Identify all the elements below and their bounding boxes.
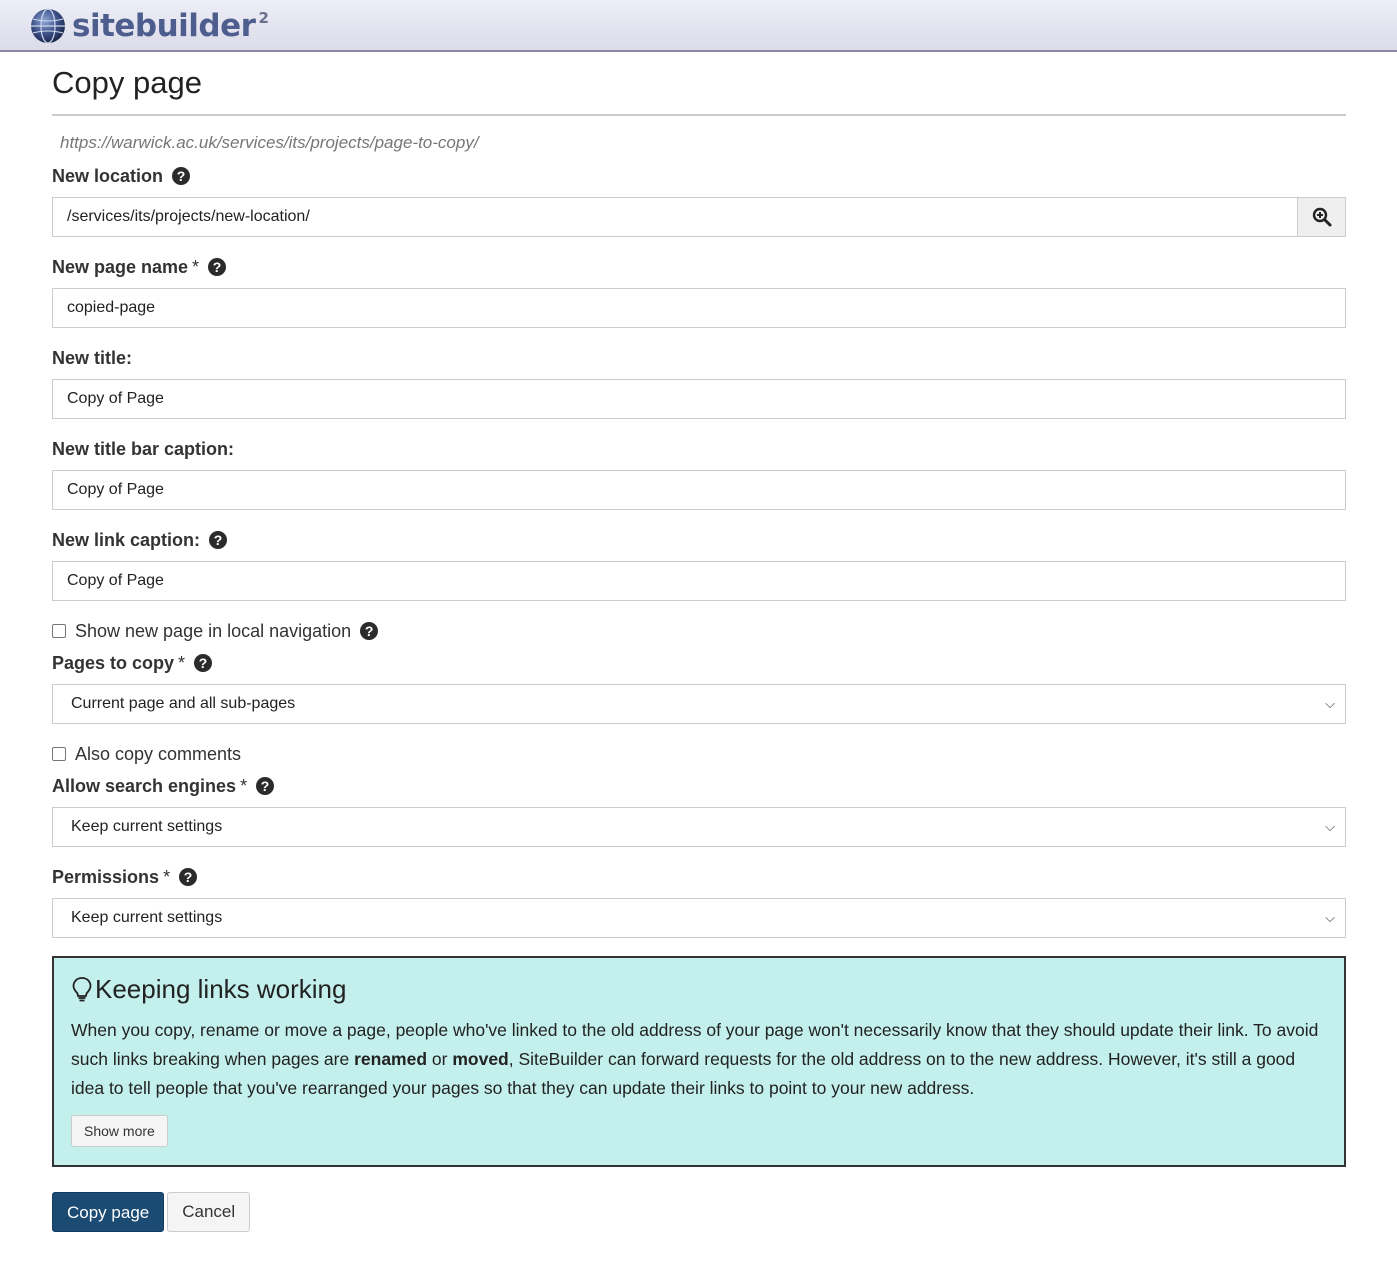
local-navigation-option [52,619,1346,643]
page-title: Copy page [52,54,1346,116]
permissions-select[interactable] [52,898,1346,938]
info-text: When you copy, rename or move a page, people who've linked to the old address of your page won't necessarily know that they should update their link. To avoid such links breaking when pages are renamed or moved, SiteBuilder can forward requests for the old address on to the new address. However, it's still a good idea to tell people that you've rearranged your pages so that they can update their links to point to your new address. [71,1020,1319,1098]
show-more-button[interactable]: Show more [71,1115,168,1147]
search-engines-label-text: Allow search engines [52,776,237,796]
pages-to-copy-help-icon[interactable]: ? [194,654,212,672]
info-title-text: Keeping links working [95,974,347,1004]
brand-version: 2 [258,9,269,27]
required-marker: * [163,867,171,887]
renamed-emphasis: renamed [354,1049,428,1069]
source-url: https://warwick.ac.uk/services/its/projects/page-to-copy/ [60,133,479,152]
permissions-value: Keep current settings [71,909,223,926]
copy-page-form [52,54,1346,1232]
local-navigation-checkbox[interactable] [52,624,66,638]
search-engines-help-icon[interactable]: ? [256,777,274,795]
search-engines-select[interactable] [52,807,1346,847]
pages-to-copy-label [52,651,1346,675]
zoom-in-icon [1312,207,1332,227]
new-page-name-label [52,255,1346,279]
local-navigation-help-icon[interactable]: ? [360,622,378,640]
new-link-caption-label [52,528,1346,552]
required-marker: * [178,653,186,673]
copy-comments-option [52,742,1346,766]
new-location-input[interactable]: /services/its/projects/new-location/ [52,197,1297,237]
required-marker: * [240,776,248,796]
brand-name: sitebuilder [72,8,256,44]
pages-to-copy-select[interactable] [52,684,1346,724]
new-title-bar-caption-label-text: New title bar caption: [52,439,235,459]
new-page-name-help-icon[interactable]: ? [208,258,226,276]
new-title-bar-caption-input[interactable]: Copy of Page [52,470,1346,510]
copy-comments-checkbox[interactable] [52,747,66,761]
new-link-caption-help-icon[interactable]: ? [209,531,227,549]
new-location-label [52,164,1346,188]
browse-location-button[interactable] [1297,197,1346,237]
search-engines-value: Keep current settings [71,818,223,835]
new-title-label-text: New title: [52,348,133,368]
sitebuilder-logo[interactable] [30,8,269,44]
new-link-caption-label-text: New link caption: [52,530,201,550]
new-page-name-label-text: New page name [52,257,189,277]
lightbulb-icon [71,976,93,1002]
globe-icon [30,8,66,44]
chevron-down-icon: ⌵ [1325,819,1335,834]
new-title-bar-caption-label [52,437,1346,461]
new-location-group [52,197,1346,237]
new-page-name-input[interactable]: copied-page [52,288,1346,328]
copy-page-button[interactable]: Copy page [52,1192,164,1232]
search-engines-label [52,774,1346,798]
local-navigation-label[interactable]: Show new page in local navigation [75,620,352,641]
chevron-down-icon: ⌵ [1325,910,1335,925]
new-location-label-text: New location [52,166,164,186]
keeping-links-info-box [52,956,1346,1167]
permissions-help-icon[interactable]: ? [179,868,197,886]
permissions-label-text: Permissions [52,867,160,887]
new-link-caption-input[interactable]: Copy of Page [52,561,1346,601]
new-location-help-icon[interactable]: ? [172,167,190,185]
pages-to-copy-value: Current page and all sub-pages [71,695,296,712]
required-marker: * [192,257,200,277]
info-title [71,972,1326,1006]
new-title-label [52,346,1346,370]
cancel-button[interactable]: Cancel [167,1192,250,1232]
form-actions [52,1192,1346,1232]
copy-comments-label[interactable]: Also copy comments [75,743,242,764]
top-banner [0,0,1397,52]
chevron-down-icon: ⌵ [1325,696,1335,711]
pages-to-copy-label-text: Pages to copy [52,653,175,673]
moved-emphasis: moved [452,1049,509,1069]
permissions-label [52,865,1346,889]
new-title-input[interactable]: Copy of Page [52,379,1346,419]
